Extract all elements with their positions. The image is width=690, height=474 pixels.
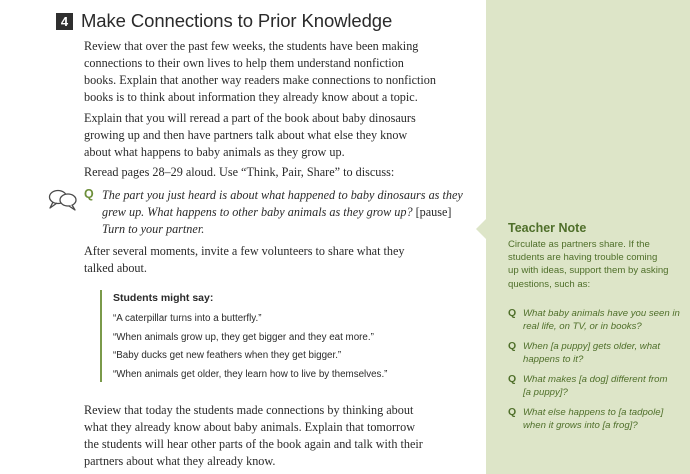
question-marker: Q: [508, 373, 517, 385]
question-marker: Q: [508, 340, 517, 352]
question-text: [102, 187, 463, 238]
student-response: “Baby ducks get new feathers when they get bigger.”: [113, 350, 342, 361]
text-line: when it grows into [a frog]?: [523, 420, 638, 432]
text-line: Review that over the past few weeks, the students have been making: [84, 39, 419, 53]
step-header: [56, 10, 392, 32]
text-line: the students will hear other parts of the book again and talk with their: [84, 437, 423, 451]
step-title: Make Connections to Prior Knowledge: [81, 10, 393, 31]
teacher-note-title: Teacher Note: [508, 221, 587, 235]
students-might-say-box: [100, 290, 422, 382]
text-line: up with ideas, support them by asking: [508, 265, 669, 277]
question-marker: Q: [508, 307, 517, 319]
text-line: When [a puppy] gets older, what: [523, 341, 661, 352]
question-line-pause: [pause]: [412, 205, 452, 219]
paragraph-invite-volunteers: [84, 243, 474, 277]
text-line: about what happens to baby animals as they grow up.: [84, 145, 345, 159]
question-marker: Q: [508, 406, 517, 418]
student-response: “When animals get older, they learn how to live by themselves.”: [113, 369, 388, 380]
text-line: connections to their own lives to help them understand nonfiction: [84, 56, 404, 70]
student-response: “A caterpillar turns into a butterfly.”: [113, 313, 262, 324]
paragraph-reread-pages: [84, 164, 474, 181]
question-marker: Q: [84, 187, 94, 201]
speech-bubbles-icon: [48, 188, 78, 212]
paragraph-explain-reread: [84, 110, 474, 161]
text-line: What makes [a dog] different from: [523, 374, 668, 385]
paragraph-review-connections: [84, 38, 474, 106]
text-line: What else happens to [a tadpole]: [523, 407, 664, 418]
text-line: real life, on TV, or in books?: [523, 321, 642, 333]
question-text: [523, 373, 668, 399]
text-line: [a puppy]?: [523, 387, 568, 399]
text-line: what they already know about baby animals. Explain that tomorrow: [84, 420, 416, 434]
question-text: [523, 307, 680, 333]
text-line: Explain that you will reread a part of the book about baby dinosaurs: [84, 111, 416, 125]
text-line: growing up and then have partners talk about what else they know: [84, 128, 408, 142]
student-response: “When animals grow up, they get bigger and they eat more.”: [113, 332, 374, 343]
teacher-note-sidebar: [486, 0, 690, 474]
step-number-badge: 4: [56, 13, 73, 30]
text-line: talked about.: [84, 261, 147, 275]
text-line: Review that today the students made connections by thinking about: [84, 403, 414, 417]
question-text: [523, 406, 663, 432]
text-line: happens to it?: [523, 354, 584, 366]
text-line: questions, such as:: [508, 278, 591, 290]
text-line: Circulate as partners share. If the: [508, 239, 650, 250]
text-line: After several moments, invite a few volunteers to share what they: [84, 244, 405, 258]
question-line: The part you just heard is about what happened to baby dinosaurs as they: [102, 188, 463, 202]
text-line: Reread pages 28–29 aloud. Use “Think, Pair, Share” to discuss:: [84, 165, 395, 179]
question-text: [523, 340, 660, 366]
text-line: books is to think about information they already know about a topic.: [84, 90, 418, 104]
question-line-italic: grew up. What happens to other baby animals as they grow up?: [102, 205, 413, 219]
question-line: Turn to your partner.: [102, 222, 205, 236]
text-line: What baby animals have you seen in: [523, 308, 680, 319]
students-might-say-heading: Students might say:: [113, 292, 214, 304]
question-line: [102, 204, 463, 221]
text-line: partners about what they already know.: [84, 454, 276, 468]
text-line: books. Explain that another way readers make connections to nonfiction: [84, 73, 436, 87]
text-line: students are having trouble coming: [508, 252, 658, 264]
paragraph-review-today: [84, 402, 474, 470]
teacher-note-body: [508, 238, 669, 291]
